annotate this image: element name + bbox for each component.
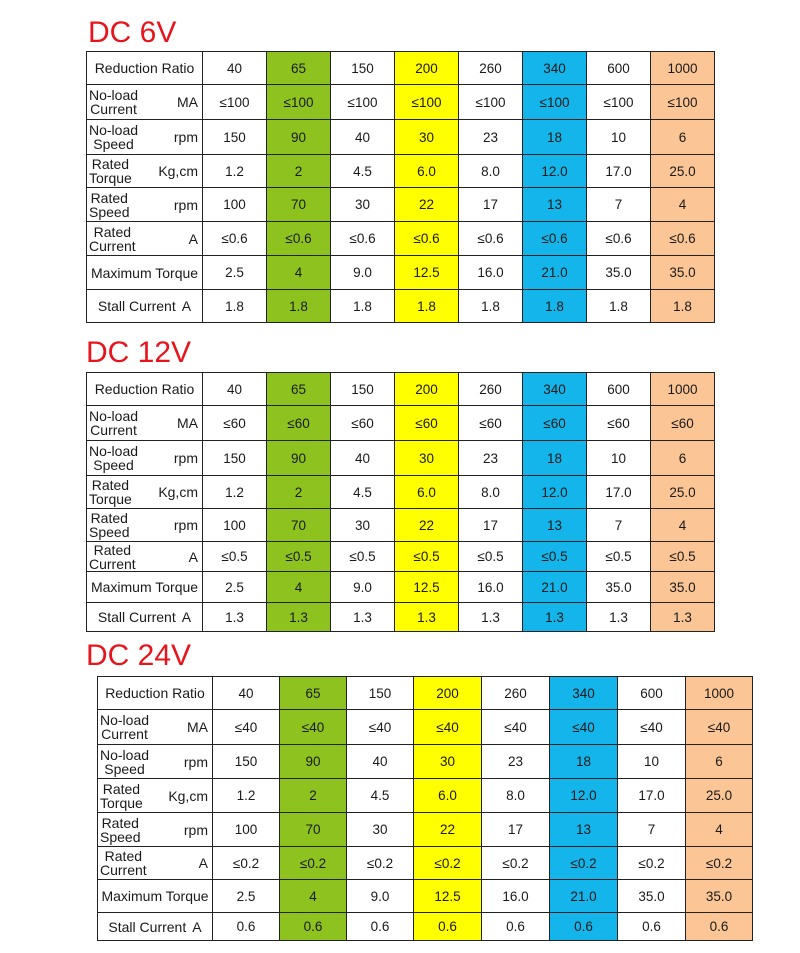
- table-cell: 17.0: [587, 476, 651, 509]
- row-unit: rpm: [183, 821, 208, 838]
- row-label-text: No-load Speed: [100, 746, 150, 777]
- table-cell: 6.0: [395, 476, 459, 509]
- row-unit: rpm: [173, 450, 198, 466]
- table-cell: 150: [213, 745, 280, 779]
- row-unit: Kg,cm: [158, 163, 198, 179]
- table-cell: 0.6: [414, 913, 482, 941]
- table-cell: ≤0.5: [459, 542, 523, 572]
- table-cell: 25.0: [651, 155, 715, 188]
- table-cell: 6: [686, 745, 753, 779]
- row-label-rated-speed: [87, 509, 203, 542]
- row-label-no-load-speed: [87, 120, 203, 155]
- table-cell: ≤60: [395, 406, 459, 441]
- row-label-text: Stall Current A: [97, 298, 192, 314]
- table-cell: 1.8: [331, 290, 395, 323]
- table-cell: 1.8: [651, 290, 715, 323]
- row-label-text: Reduction Ratio: [94, 381, 195, 397]
- table-cell: ≤0.5: [331, 542, 395, 572]
- row-label-no-load-speed: [87, 441, 203, 476]
- table-cell: ≤0.5: [587, 542, 651, 572]
- table-cell: ≤100: [651, 85, 715, 120]
- table-cell: ≤0.2: [686, 847, 753, 880]
- table-cell: 30: [414, 745, 482, 779]
- table-cell: 40: [331, 120, 395, 155]
- row-label-reduction-ratio: [98, 677, 213, 710]
- row-unit: A: [188, 548, 198, 565]
- table-cell: 9.0: [331, 572, 395, 603]
- table-cell: 4: [267, 572, 331, 603]
- table-cell: 0.6: [482, 913, 550, 941]
- table-row-stall-current: [98, 913, 753, 941]
- table-cell: ≤100: [395, 85, 459, 120]
- table-row-rated-current: [87, 222, 715, 256]
- row-label-text: Rated Torque: [89, 156, 132, 186]
- table-cell: ≤60: [267, 406, 331, 441]
- table-cell: ≤40: [686, 710, 753, 745]
- table-cell: ≤0.5: [267, 542, 331, 572]
- table-cell: 150: [331, 373, 395, 406]
- table-cell: ≤100: [459, 85, 523, 120]
- table-cell: 4: [651, 509, 715, 542]
- table-cell: 25.0: [651, 476, 715, 509]
- table-cell: 4.5: [331, 476, 395, 509]
- table-cell: 1.8: [459, 290, 523, 323]
- table-cell: 40: [203, 52, 267, 85]
- table-cell: 13: [523, 188, 587, 222]
- row-label-text: Stall Current A: [97, 609, 192, 625]
- table-cell: 4.5: [347, 779, 414, 813]
- row-unit: A: [198, 855, 208, 871]
- table-cell: ≤0.6: [395, 222, 459, 256]
- table-cell: ≤0.2: [347, 847, 414, 880]
- table-cell: 17.0: [618, 779, 686, 813]
- table-cell: 150: [203, 441, 267, 476]
- row-label-reduction-ratio: [87, 373, 203, 406]
- row-label-text: Rated Torque: [100, 780, 143, 811]
- table-cell: 260: [482, 677, 550, 710]
- table-cell: ≤60: [203, 406, 267, 441]
- table-cell: 6: [651, 120, 715, 155]
- row-label-rated-speed: [87, 188, 203, 222]
- table-cell: ≤40: [347, 710, 414, 745]
- table-row-stall-current: [87, 290, 715, 323]
- table-row-rated-torque: [98, 779, 753, 813]
- table-cell: 40: [347, 745, 414, 779]
- table-cell: 150: [347, 677, 414, 710]
- table-cell: 10: [587, 441, 651, 476]
- row-unit: rpm: [183, 753, 208, 770]
- table-cell: 22: [395, 509, 459, 542]
- table-cell: 22: [395, 188, 459, 222]
- table-cell: ≤0.5: [203, 542, 267, 572]
- table-cell: 16.0: [459, 256, 523, 290]
- table-cell: 65: [267, 52, 331, 85]
- table-cell: 8.0: [482, 779, 550, 813]
- table-cell: 260: [459, 373, 523, 406]
- table-cell: 23: [459, 120, 523, 155]
- table-row-stall-current: [87, 603, 715, 632]
- table-cell: 12.5: [395, 572, 459, 603]
- table-cell: 6: [651, 441, 715, 476]
- table-cell: 7: [587, 509, 651, 542]
- table-cell: 35.0: [686, 880, 753, 913]
- table-row-rated-torque: [87, 155, 715, 188]
- table-row-no-load-speed: [98, 745, 753, 779]
- table-cell: ≤60: [651, 406, 715, 441]
- table-cell: 200: [414, 677, 482, 710]
- table-cell: ≤0.5: [395, 542, 459, 572]
- table-cell: 30: [395, 120, 459, 155]
- table-cell: 1.3: [587, 603, 651, 632]
- row-label-text: No-load Current: [89, 408, 139, 438]
- row-label-text: Reduction Ratio: [105, 685, 205, 701]
- table-cell: 2: [267, 155, 331, 188]
- spec-table-dc6v: [86, 51, 715, 323]
- table-cell: 35.0: [651, 572, 715, 603]
- row-label-rated-torque: [87, 476, 203, 509]
- table-cell: 17: [459, 188, 523, 222]
- table-cell: 150: [203, 120, 267, 155]
- table-row-rated-speed: [87, 509, 715, 542]
- spec-table-dc12v: [86, 372, 715, 632]
- table-cell: ≤100: [331, 85, 395, 120]
- table-cell: 340: [523, 52, 587, 85]
- table-cell: 17.0: [587, 155, 651, 188]
- table-cell: ≤100: [267, 85, 331, 120]
- table-cell: 340: [523, 373, 587, 406]
- table-cell: 16.0: [482, 880, 550, 913]
- table-cell: 1.8: [587, 290, 651, 323]
- table-cell: 40: [203, 373, 267, 406]
- table-cell: 4: [686, 813, 753, 847]
- table-row-reduction-ratio: [98, 677, 753, 710]
- row-unit: rpm: [173, 517, 198, 533]
- row-label-text: Stall Current A: [108, 918, 202, 935]
- table-cell: ≤0.2: [550, 847, 618, 880]
- row-label-rated-torque: [98, 779, 213, 813]
- table-cell: 40: [331, 441, 395, 476]
- table-cell: 1.2: [203, 476, 267, 509]
- table-row-rated-speed: [98, 813, 753, 847]
- table-cell: ≤0.2: [618, 847, 686, 880]
- row-label-text: Rated Speed: [89, 189, 130, 220]
- table-cell: 30: [347, 813, 414, 847]
- row-label-text: Rated Current: [100, 848, 147, 878]
- table-cell: ≤40: [414, 710, 482, 745]
- table-cell: ≤0.6: [587, 222, 651, 256]
- table-cell: 90: [267, 441, 331, 476]
- row-label-reduction-ratio: [87, 52, 203, 85]
- table-row-rated-current: [98, 847, 753, 880]
- row-label-text: Maximum Torque: [90, 264, 199, 281]
- table-cell: 100: [203, 509, 267, 542]
- table-cell: 40: [213, 677, 280, 710]
- table-cell: 0.6: [618, 913, 686, 941]
- table-cell: 21.0: [523, 256, 587, 290]
- row-label-rated-current: [87, 222, 203, 256]
- table-cell: ≤40: [280, 710, 347, 745]
- table-cell: 17: [459, 509, 523, 542]
- table-cell: 1000: [651, 52, 715, 85]
- table-cell: 18: [550, 745, 618, 779]
- row-label-text: Reduction Ratio: [94, 60, 195, 76]
- table-cell: 35.0: [618, 880, 686, 913]
- table-cell: ≤0.2: [414, 847, 482, 880]
- table-cell: 18: [523, 441, 587, 476]
- row-label-no-load-current: [87, 406, 203, 441]
- table-cell: ≤0.6: [267, 222, 331, 256]
- table-cell: 1.3: [267, 603, 331, 632]
- table-row-maximum-torque: [98, 880, 753, 913]
- row-label-text: Maximum Torque: [90, 579, 199, 595]
- table-cell: 2: [280, 779, 347, 813]
- table-cell: ≤40: [482, 710, 550, 745]
- row-label-text: No-load Speed: [89, 443, 139, 473]
- table-row-no-load-current: [87, 406, 715, 441]
- row-label-maximum-torque: [98, 880, 213, 913]
- table-cell: 4: [267, 256, 331, 290]
- table-cell: ≤0.6: [651, 222, 715, 256]
- table-cell: 200: [395, 52, 459, 85]
- table-row-no-load-current: [98, 710, 753, 745]
- row-label-text: Rated Current: [89, 223, 136, 254]
- table-cell: 35.0: [587, 572, 651, 603]
- table-cell: 35.0: [651, 256, 715, 290]
- table-cell: 13: [550, 813, 618, 847]
- table-cell: ≤100: [587, 85, 651, 120]
- table-cell: ≤0.6: [523, 222, 587, 256]
- table-cell: 1.3: [395, 603, 459, 632]
- table-row-reduction-ratio: [87, 373, 715, 406]
- table-cell: 7: [587, 188, 651, 222]
- table-cell: 1000: [651, 373, 715, 406]
- table-cell: 0.6: [213, 913, 280, 941]
- row-label-rated-current: [98, 847, 213, 880]
- table-cell: ≤100: [203, 85, 267, 120]
- table-cell: 600: [618, 677, 686, 710]
- table-row-no-load-speed: [87, 120, 715, 155]
- table-cell: 100: [213, 813, 280, 847]
- table-cell: 0.6: [686, 913, 753, 941]
- row-label-text: Maximum Torque: [101, 888, 209, 904]
- row-unit: A: [181, 298, 192, 314]
- table-cell: ≤40: [213, 710, 280, 745]
- row-unit: A: [188, 230, 198, 247]
- table-cell: 25.0: [686, 779, 753, 813]
- table-cell: 0.6: [347, 913, 414, 941]
- table-cell: 17: [482, 813, 550, 847]
- table-cell: 1.8: [203, 290, 267, 323]
- table-cell: 35.0: [587, 256, 651, 290]
- table-cell: 1.2: [203, 155, 267, 188]
- row-label-rated-torque: [87, 155, 203, 188]
- table-cell: 6.0: [414, 779, 482, 813]
- table-cell: 9.0: [347, 880, 414, 913]
- table-cell: 8.0: [459, 476, 523, 509]
- table-cell: ≤60: [523, 406, 587, 441]
- table-cell: ≤60: [331, 406, 395, 441]
- table-cell: 100: [203, 188, 267, 222]
- table-cell: 4: [651, 188, 715, 222]
- table-cell: 65: [280, 677, 347, 710]
- row-label-maximum-torque: [87, 256, 203, 290]
- table-row-no-load-speed: [87, 441, 715, 476]
- table-cell: 30: [395, 441, 459, 476]
- table-cell: 2.5: [213, 880, 280, 913]
- table-cell: 2: [267, 476, 331, 509]
- table-cell: ≤60: [459, 406, 523, 441]
- table-cell: ≤0.5: [523, 542, 587, 572]
- table-row-rated-torque: [87, 476, 715, 509]
- section-title-dc12v: DC 12V: [86, 336, 192, 369]
- table-cell: 65: [267, 373, 331, 406]
- table-cell: 4.5: [331, 155, 395, 188]
- row-unit: MA: [177, 94, 198, 110]
- table-cell: ≤0.6: [331, 222, 395, 256]
- table-cell: 9.0: [331, 256, 395, 290]
- table-cell: 12.0: [550, 779, 618, 813]
- table-cell: 2.5: [203, 572, 267, 603]
- table-row-maximum-torque: [87, 256, 715, 290]
- section-title-dc6v: DC 6V: [88, 16, 177, 49]
- table-cell: 150: [331, 52, 395, 85]
- table-cell: ≤0.2: [213, 847, 280, 880]
- table-cell: 70: [280, 813, 347, 847]
- table-cell: ≤0.6: [203, 222, 267, 256]
- table-cell: 12.0: [523, 476, 587, 509]
- row-unit: Kg,cm: [158, 484, 198, 500]
- table-cell: 1.8: [523, 290, 587, 323]
- table-cell: ≤0.5: [651, 542, 715, 572]
- table-cell: 1.3: [203, 603, 267, 632]
- row-label-text: No-load Current: [100, 712, 150, 742]
- row-label-stall-current: [87, 603, 203, 632]
- row-unit: MA: [177, 415, 198, 431]
- row-label-stall-current: [98, 913, 213, 941]
- table-cell: ≤100: [523, 85, 587, 120]
- table-cell: 70: [267, 188, 331, 222]
- table-cell: 1.3: [523, 603, 587, 632]
- table-cell: 1000: [686, 677, 753, 710]
- table-cell: 22: [414, 813, 482, 847]
- table-cell: 0.6: [280, 913, 347, 941]
- row-label-no-load-speed: [98, 745, 213, 779]
- row-label-rated-speed: [98, 813, 213, 847]
- table-row-reduction-ratio: [87, 52, 715, 85]
- table-cell: 7: [618, 813, 686, 847]
- row-label-no-load-current: [98, 710, 213, 745]
- row-label-text: Rated Speed: [100, 814, 141, 845]
- spec-table-body: [87, 373, 715, 632]
- spec-table-body: [87, 52, 715, 323]
- table-cell: 16.0: [459, 572, 523, 603]
- table-cell: ≤60: [587, 406, 651, 441]
- table-cell: 1.3: [331, 603, 395, 632]
- row-unit: A: [192, 918, 202, 935]
- row-label-maximum-torque: [87, 572, 203, 603]
- table-cell: 600: [587, 373, 651, 406]
- table-row-no-load-current: [87, 85, 715, 120]
- table-cell: 4: [280, 880, 347, 913]
- table-cell: 1.8: [395, 290, 459, 323]
- table-row-maximum-torque: [87, 572, 715, 603]
- row-unit: MA: [187, 719, 208, 735]
- table-cell: ≤40: [618, 710, 686, 745]
- table-cell: 600: [587, 52, 651, 85]
- row-label-text: No-load Current: [89, 87, 139, 117]
- table-cell: 10: [587, 120, 651, 155]
- table-cell: 2.5: [203, 256, 267, 290]
- table-cell: 6.0: [395, 155, 459, 188]
- spec-table-dc24v: [97, 676, 753, 941]
- table-cell: 21.0: [550, 880, 618, 913]
- table-cell: 340: [550, 677, 618, 710]
- table-cell: 70: [267, 509, 331, 542]
- table-cell: 1.3: [651, 603, 715, 632]
- row-label-stall-current: [87, 290, 203, 323]
- table-cell: 0.6: [550, 913, 618, 941]
- table-cell: 260: [459, 52, 523, 85]
- table-cell: 21.0: [523, 572, 587, 603]
- row-unit: rpm: [173, 196, 198, 213]
- row-unit: rpm: [173, 129, 198, 145]
- row-label-text: Rated Speed: [89, 510, 130, 540]
- table-cell: 90: [280, 745, 347, 779]
- row-label-text: Rated Torque: [89, 477, 132, 507]
- row-label-no-load-current: [87, 85, 203, 120]
- table-cell: 30: [331, 509, 395, 542]
- row-unit: Kg,cm: [168, 787, 208, 804]
- row-label-rated-current: [87, 542, 203, 572]
- table-row-rated-speed: [87, 188, 715, 222]
- section-title-dc24v: DC 24V: [86, 639, 192, 672]
- table-cell: ≤0.2: [280, 847, 347, 880]
- table-cell: 8.0: [459, 155, 523, 188]
- row-label-text: No-load Speed: [89, 122, 139, 152]
- table-cell: ≤0.2: [482, 847, 550, 880]
- row-label-text: Rated Current: [89, 541, 136, 572]
- table-cell: 18: [523, 120, 587, 155]
- table-cell: 12.5: [395, 256, 459, 290]
- table-cell: 23: [482, 745, 550, 779]
- table-cell: 30: [331, 188, 395, 222]
- table-cell: 90: [267, 120, 331, 155]
- table-cell: 23: [459, 441, 523, 476]
- table-cell: 10: [618, 745, 686, 779]
- table-cell: 1.3: [459, 603, 523, 632]
- table-row-rated-current: [87, 542, 715, 572]
- table-cell: ≤0.6: [459, 222, 523, 256]
- table-cell: 1.8: [267, 290, 331, 323]
- table-cell: 13: [523, 509, 587, 542]
- row-unit: A: [181, 609, 192, 625]
- table-cell: ≤40: [550, 710, 618, 745]
- spec-table-body: [98, 677, 753, 941]
- table-cell: 12.0: [523, 155, 587, 188]
- table-cell: 1.2: [213, 779, 280, 813]
- table-cell: 12.5: [414, 880, 482, 913]
- table-cell: 200: [395, 373, 459, 406]
